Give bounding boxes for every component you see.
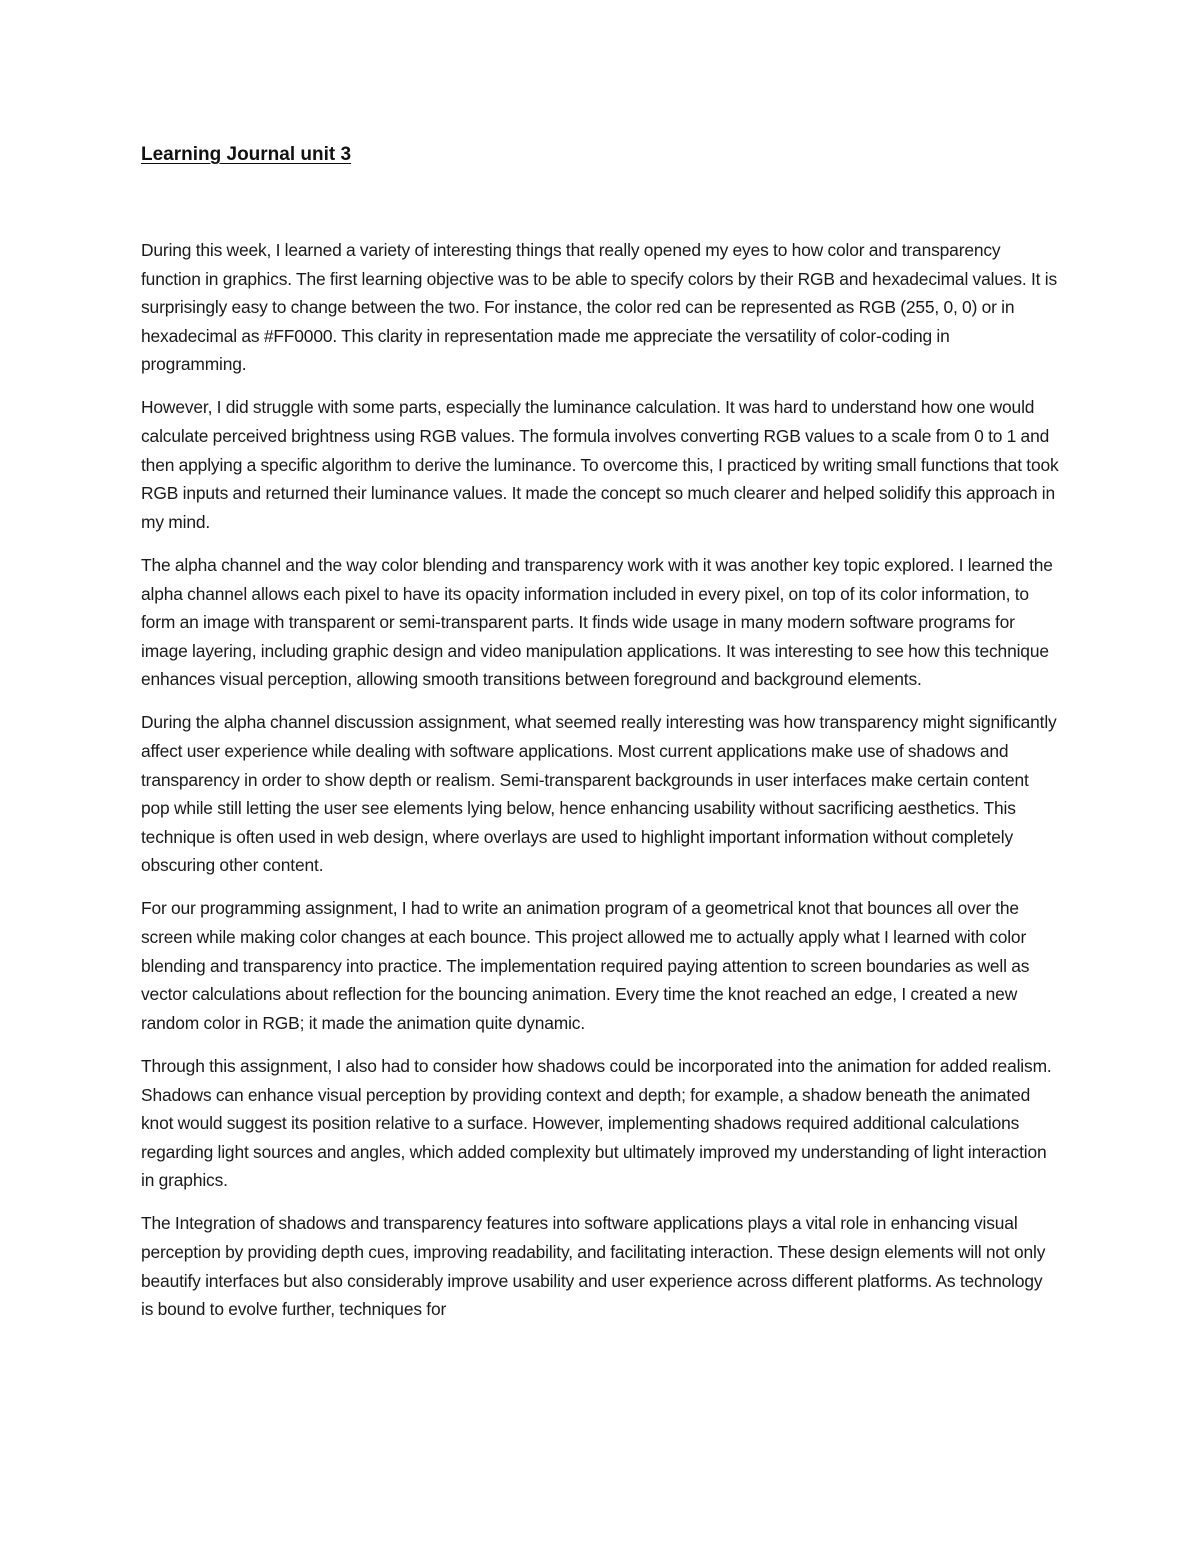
paragraph: The Integration of shadows and transparency features into software applications plays a vital role in enhancing visual perception by providing depth cues, improving readability, and facilitating interaction. These design elements will not only beautify interfaces but also considerably improve usability and user experience across different platforms. As technology is bound to evolve further, techniques for <box>141 1213 1046 1320</box>
paragraph: During the alpha channel discussion assignment, what seemed really interesting was how transparency might significantly affect user experience while dealing with software applications. Most current applications make use of shadows and transparency in order to show depth or realism. Semi-transparent backgrounds in user interfaces make certain content pop while still letting the user see elements lying below, hence enhancing usability without sacrificing aesthetics. This technique is often used in web design, where overlays are used to highlight important information without completely obscuring other content. <box>141 712 1057 876</box>
document-title: Learning Journal unit 3 <box>141 144 352 165</box>
paragraph: However, I did struggle with some parts, especially the luminance calculation. It was hard to understand how one would calculate perceived brightness using RGB values. The formula involves converting RGB values to a scale from 0 to 1 and then applying a specific algorithm to derive the luminance. To overcome this, I practiced by writing small functions that took RGB inputs and returned their luminance values. It made the concept so much clearer and helped solidify this approach in my mind. <box>141 397 1059 532</box>
document-content <box>141 140 1059 1338</box>
document-body <box>141 236 1059 1324</box>
paragraph: The alpha channel and the way color blending and transparency work with it was another key topic explored. I learned the alpha channel allows each pixel to have its opacity information included in every pixel, on top of its color information, to form an image with transparent or semi-transparent parts. It finds wide usage in many modern software programs for image layering, including graphic design and video manipulation applications. It was interesting to see how this technique enhances visual perception, allowing smooth transitions between foreground and background elements. <box>141 554 1053 690</box>
paragraph: Through this assignment, I also had to consider how shadows could be incorporated into the animation for added realism. Shadows can enhance visual perception by providing context and depth; for example, a shadow beneath the animated knot would suggest its position relative to a surface. However, implementing shadows required additional calculations regarding light sources and angles, which added complexity but ultimately improved my understanding of light interaction in graphics. <box>141 1055 1052 1191</box>
paragraph: For our programming assignment, I had to write an animation program of a geometrical knot that bounces all over the screen while making color changes at each bounce. This project allowed me to actually apply what I learned with color blending and transparency into practice. The implementation required paying attention to screen boundaries as well as vector calculations about reflection for the bouncing animation. Every time the knot reached an edge, I created a new random color in RGB; it made the animation quite dynamic. <box>141 898 1030 1033</box>
paragraph: During this week, I learned a variety of interesting things that really opened my eyes to how color and transparency function in graphics. The first learning objective was to be able to specify colors by their RGB and hexadecimal values. It is surprisingly easy to change between the two. For instance, the color red can be represented as RGB (255, 0, 0) or in hexadecimal as #FF0000. This clarity in representation made me appreciate the versatility of color-coding in programming. <box>141 240 1057 375</box>
